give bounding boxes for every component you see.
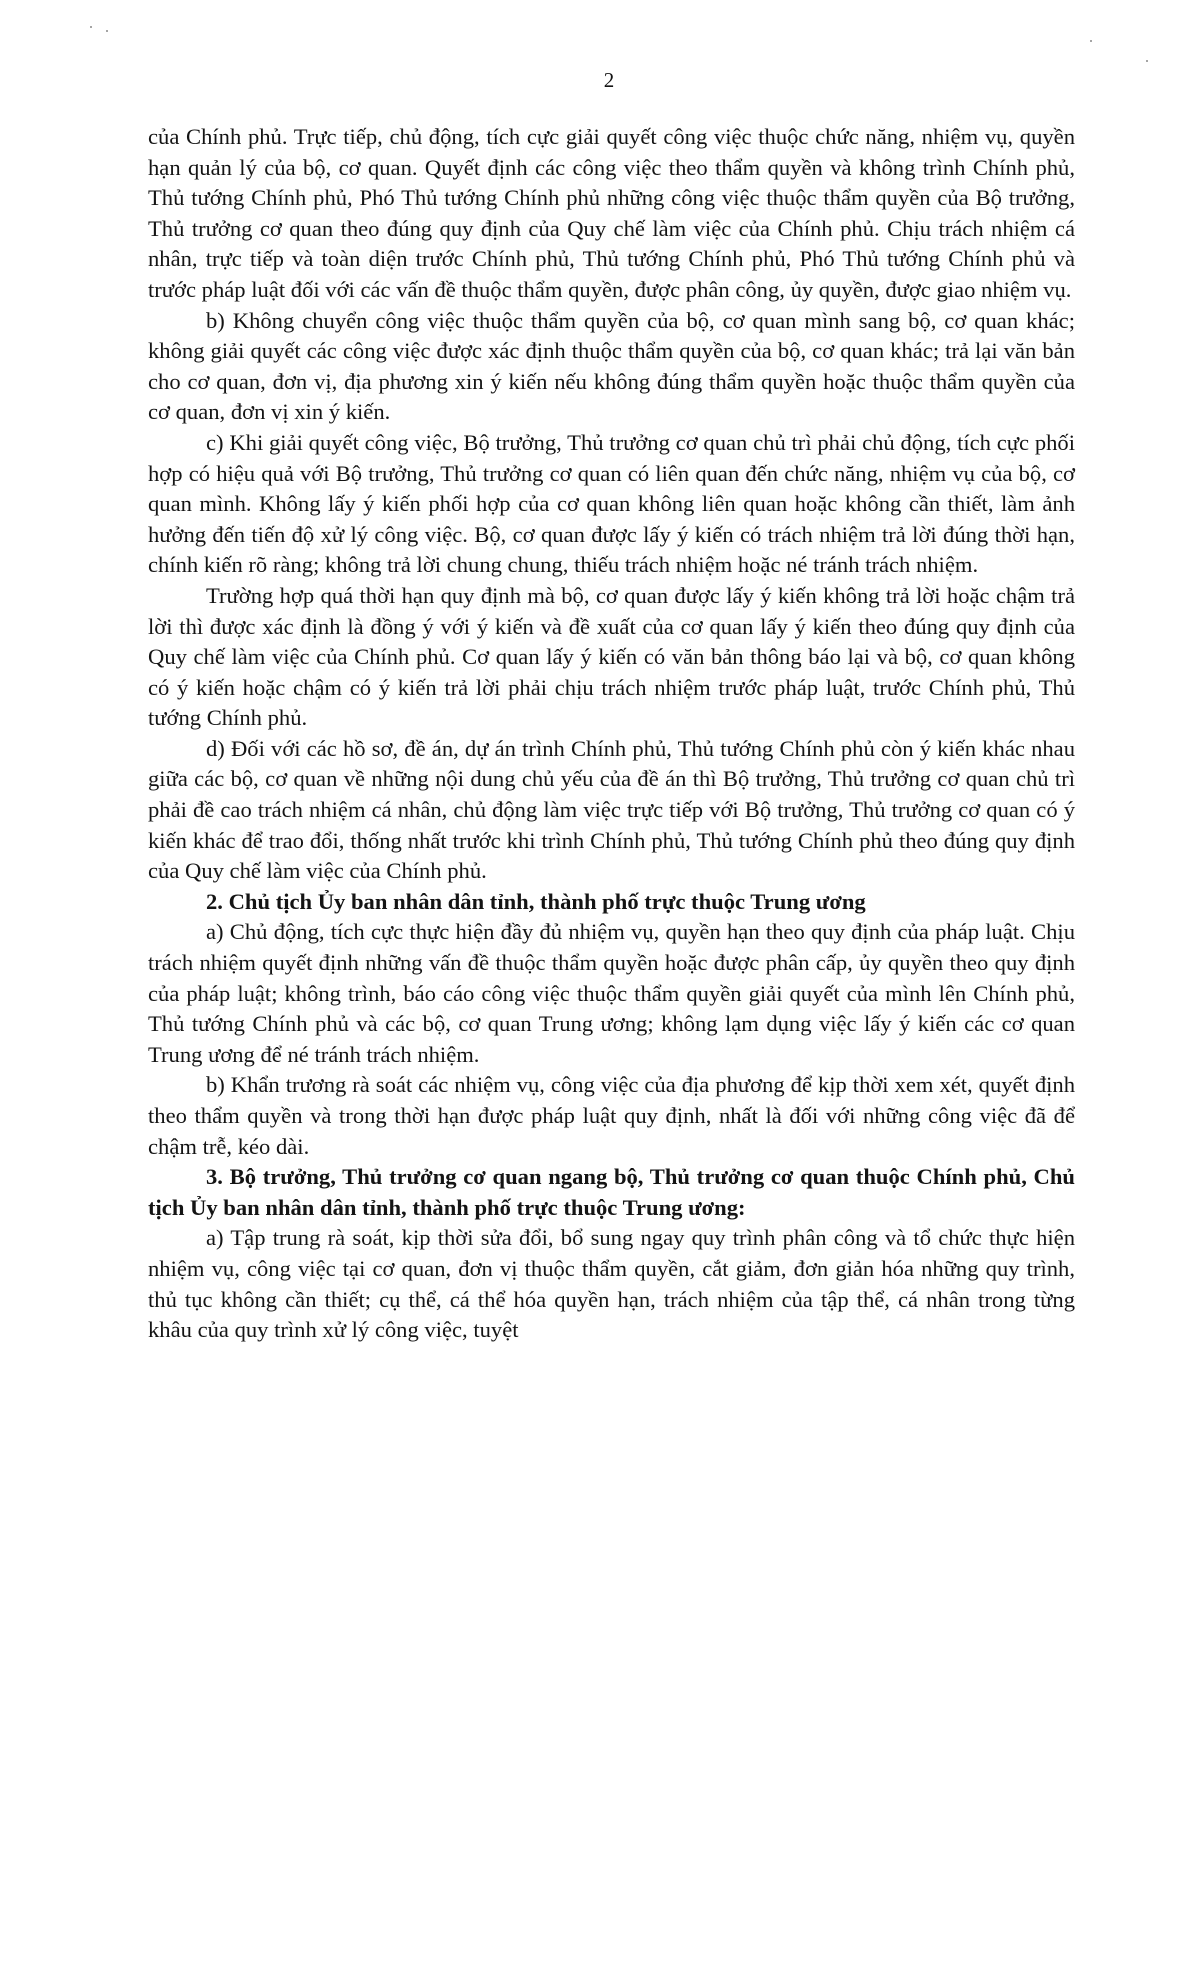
scan-speck <box>1090 40 1092 42</box>
paragraph: d) Đối với các hồ sơ, đề án, dự án trình Chính phủ, Thủ tướng Chính phủ còn ý kiến khác nhau giữa các bộ, cơ quan về những nội dung chủ yếu của đề án thì Bộ trưởng, Thủ trưởng cơ quan chủ trì phải đề cao trách nhiệm cá nhân, chủ động làm việc trực tiếp với Bộ trưởng, Thủ trưởng cơ quan có ý kiến khác để trao đổi, thống nhất trước khi trình Chính phủ, Thủ tướng Chính phủ theo đúng quy định của Quy chế làm việc của Chính phủ. <box>148 735 1075 884</box>
paragraph: a) Chủ động, tích cực thực hiện đầy đủ nhiệm vụ, quyền hạn theo quy định của pháp luật. Chịu trách nhiệm quyết định những vấn đề thuộc thẩm quyền hoặc được phân cấp, ủy quyền theo quy định của pháp luật; không trình, báo cáo công việc thuộc thẩm quyền giải quyết của mình lên Chính phủ, Thủ tướng Chính phủ và các bộ, cơ quan Trung ương; không lạm dụng việc lấy ý kiến các cơ quan Trung ương để né tránh trách nhiệm. <box>148 919 1075 1067</box>
paragraph: Trường hợp quá thời hạn quy định mà bộ, cơ quan được lấy ý kiến không trả lời hoặc chậm trả lời thì được xác định là đồng ý với ý kiến và đề xuất của cơ quan lấy ý kiến theo đúng quy định của Quy chế làm việc của Chính phủ. Cơ quan lấy ý kiến có văn bản thông báo lại và bộ, cơ quan không có ý kiến hoặc chậm có ý kiến trả lời phải chịu trách nhiệm trước pháp luật, trước Chính phủ, Thủ tướng Chính phủ. <box>148 582 1075 731</box>
page-number: 2 <box>603 68 615 92</box>
scan-speck <box>1146 60 1148 62</box>
paragraph: của Chính phủ. Trực tiếp, chủ động, tích cực giải quyết công việc thuộc chức năng, nhiệm vụ, quyền hạn quản lý của bộ, cơ quan. Quyết định các công việc theo thẩm quyền và không trình Chính phủ, Thủ tướng Chính phủ, Phó Thủ tướng Chính phủ những công việc thuộc thẩm quyền của Bộ trưởng, Thủ trưởng cơ quan theo đúng quy định của Quy chế làm việc của Chính phủ. Chịu trách nhiệm cá nhân, trực tiếp và toàn diện trước Chính phủ, Thủ tướng Chính phủ, Phó Thủ tướng Chính phủ và trước pháp luật đối với các vấn đề thuộc thẩm quyền, được phân công, ủy quyền, được giao nhiệm vụ. <box>148 124 1075 302</box>
paragraph: b) Khẩn trương rà soát các nhiệm vụ, công việc của địa phương để kịp thời xem xét, quyết định theo thẩm quyền và trong thời hạn được pháp luật quy định, nhất là đối với những công việc đã để chậm trễ, kéo dài. <box>148 1072 1075 1159</box>
section-heading: 3. Bộ trưởng, Thủ trưởng cơ quan ngang bộ, Thủ trưởng cơ quan thuộc Chính phủ, Chủ tịch Ủy ban nhân dân tỉnh, thành phố trực thuộc Trung ương: <box>148 1164 1075 1220</box>
scan-speck <box>106 30 108 32</box>
section-heading: 2. Chủ tịch Ủy ban nhân dân tỉnh, thành phố trực thuộc Trung ương <box>206 888 866 914</box>
paragraph: b) Không chuyển công việc thuộc thẩm quyền của bộ, cơ quan mình sang bộ, cơ quan khác; không giải quyết các công việc được xác định thuộc thẩm quyền của bộ, cơ quan khác; trả lại văn bản cho cơ quan, đơn vị, địa phương xin ý kiến nếu không đúng thẩm quyền hoặc thuộc thẩm quyền của cơ quan, đơn vị xin ý kiến. <box>148 307 1075 425</box>
scan-speck <box>90 26 92 28</box>
paragraph: c) Khi giải quyết công việc, Bộ trưởng, Thủ trưởng cơ quan chủ trì phải chủ động, tích cực phối hợp có hiệu quả với Bộ trưởng, Thủ trưởng cơ quan có liên quan đến chức năng, nhiệm vụ của bộ, cơ quan mình. Không lấy ý kiến phối hợp của cơ quan không liên quan hoặc không cần thiết, làm ảnh hưởng đến tiến độ xử lý công việc. Bộ, cơ quan được lấy ý kiến có trách nhiệm trả lời đúng thời hạn, chính kiến rõ ràng; không trả lời chung chung, thiếu trách nhiệm hoặc né tránh trách nhiệm. <box>148 429 1075 578</box>
document-body <box>148 122 1075 1346</box>
paragraph: a) Tập trung rà soát, kịp thời sửa đổi, bổ sung ngay quy trình phân công và tổ chức thực hiện nhiệm vụ, công việc tại cơ quan, đơn vị thuộc thẩm quyền, cắt giảm, đơn giản hóa những quy trình, thủ tục không cần thiết; cụ thể, cá thể hóa quyền hạn, trách nhiệm của tập thể, cá nhân trong từng khâu của quy trình xử lý công việc, tuyệt <box>148 1225 1075 1343</box>
